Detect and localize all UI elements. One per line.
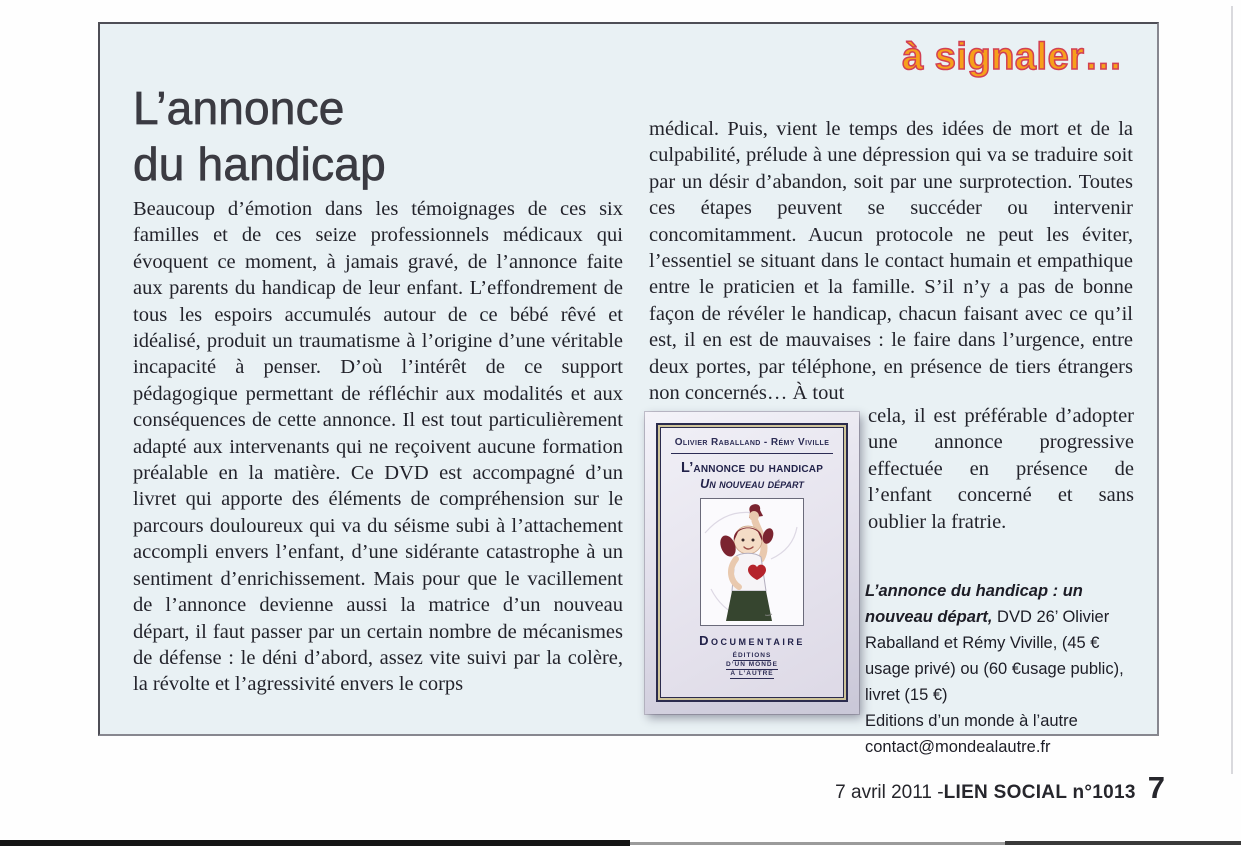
article-title — [133, 80, 386, 192]
publisher-logo — [726, 652, 778, 679]
dvd-cover-divider — [671, 453, 833, 454]
article-column-right-wrapped: cela, il est préférable d’adopter une annonce progressive effectuée en présence de l’enfant concerné et sans oublier la fratrie. — [868, 405, 1134, 533]
dvd-cover-frame — [656, 423, 848, 702]
publisher-logo-line2: D’UN MONDE — [726, 661, 778, 668]
article-title-line1: L’annonce — [133, 82, 345, 134]
article-title-line2: du handicap — [133, 138, 386, 190]
scan-artifact-bottom-middle — [630, 842, 1005, 845]
publisher-logo-line3: À L’AUTRE — [730, 670, 774, 677]
footer-magazine-issue: LIEN SOCIAL n°1013 — [943, 782, 1136, 803]
dvd-cover-subtitle: Un nouveau départ — [700, 477, 804, 491]
caption-publisher: Editions d’un monde à l’autre — [865, 712, 1078, 730]
dvd-cover-genre: Documentaire — [699, 633, 805, 648]
article-panel — [98, 22, 1159, 756]
section-label: à signaler… — [902, 36, 1123, 78]
footer-date: 7 avril 2011 - — [835, 782, 944, 803]
caption-details: DVD 26’ Olivier Raballand et Rémy Viville, (45 € usage privé) ou (60 €usage public), livret (15 €) — [865, 608, 1124, 704]
girl-illustration — [701, 499, 803, 625]
dvd-cover-title: L’annonce du handicap — [680, 460, 824, 476]
footer-page-number: 7 — [1147, 770, 1165, 805]
dvd-cover — [645, 412, 859, 714]
article-column-left: Beaucoup d’émotion dans les témoignages de ces six familles et de ces seize professionnels médicaux qui évoquent ce moment, à jamais gravé, de l’annonce faite aux parents du handicap de leur enfant. L’effondrement de tous les espoirs accumulés autour de ce bébé rêvé et idéalisé, produit un traumatisme à l’origine d’une véritable incapacité à penser. D’où l’intérêt de ce support pédagogique permettant de réfléchir aux modalités et aux conséquences de cette annonce. Il est tout particulièrement adapté aux intervenants qui ne reçoivent aucune formation préalable en la matière. Ce DVD est accompagné d’un livret qui apporte des éléments de compréhension sur le parcours douloureux qui va du séisme subi à l’attachement accompli envers l’enfant, d’une sidérante catastrophe à un sentiment d’enrichissement. Mais pour que le vacillement de l’annonce devienne aussi la matrice d’un nouveau départ, il faut passer par un certain nombre de mécanismes de défense : le déni d’abord, assez vite suivi par la colère, la révolte et l’agressivité envers le corps — [133, 198, 623, 696]
page-footer — [835, 770, 1165, 806]
scan-artifact-bottom-left — [0, 840, 630, 846]
scan-artifact-bottom-right — [1005, 841, 1241, 845]
dvd-cover-authors: Olivier Raballand - Rémy Viville — [674, 437, 830, 448]
article-column-right: médical. Puis, vient le temps des idées de mort et de la culpabilité, prélude à une dépression qui va se traduire soit par un désir d’abandon, soit par une surprotection. Toutes ces étapes peuvent se succéder ou intervenir concomitamment. Aucun protocole ne peut les éviter, l’essentiel se situant dans le contact humain et empathique entre le praticien et la famille. S’il n’y a pas de bonne façon de révéler le handicap, chacun faisant avec ce qu’il est, il en est de mauvaises : le faire dans l’urgence, entre deux portes, par téléphone, en présence de tiers étrangers non concernés… À tout — [649, 118, 1133, 405]
publisher-logo-line1: ÉDITIONS — [732, 652, 772, 659]
scan-artifact-right-edge — [1231, 6, 1233, 774]
dvd-cover-illustration — [700, 498, 804, 626]
dvd-caption — [865, 578, 1138, 760]
caption-title: L’annonce du handicap : un nouveau départ, — [865, 582, 1083, 626]
caption-email: contact@mondealautre.fr — [865, 738, 1051, 756]
